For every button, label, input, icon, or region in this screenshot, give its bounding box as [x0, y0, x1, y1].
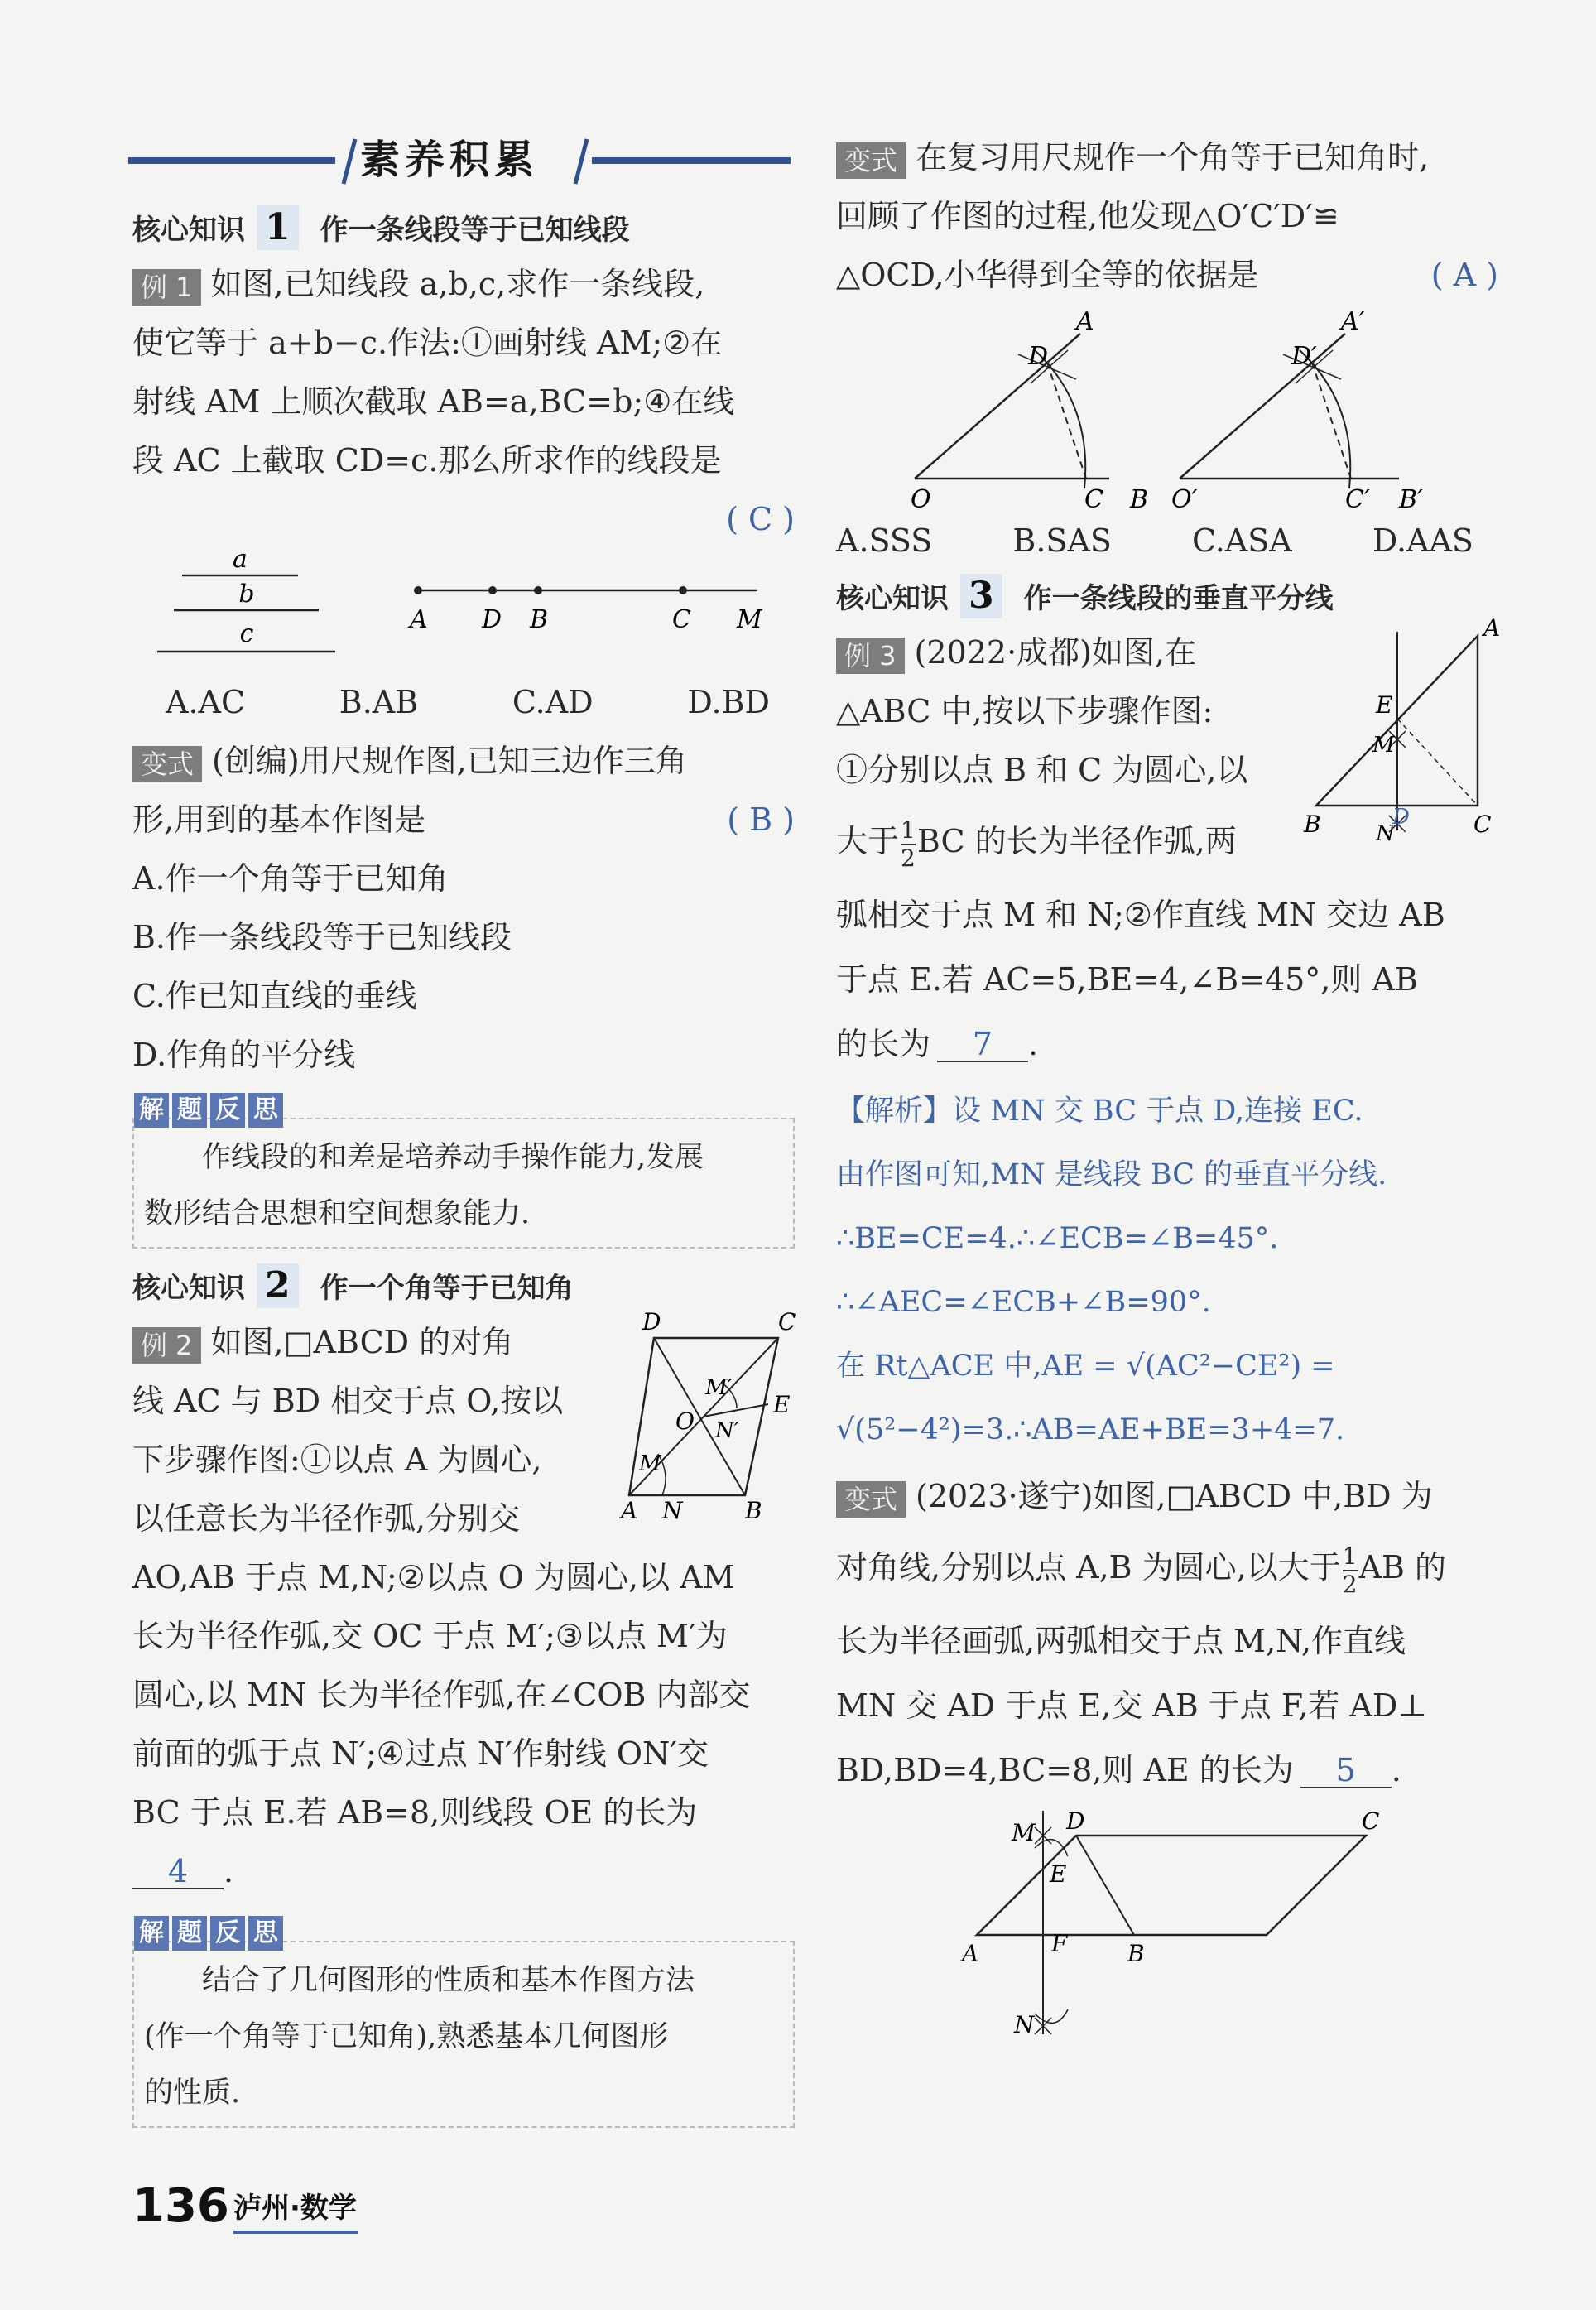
- example-2-line: 前面的弧于点 N′;④过点 N′作射线 ON′交: [132, 1735, 709, 1772]
- label-D: D: [1028, 342, 1049, 371]
- core-knowledge-3: 核心知识 3 作一条线段的垂直平分线: [836, 575, 1334, 617]
- option: C.ASA: [1192, 522, 1292, 559]
- example-tag: 例 1: [132, 269, 201, 306]
- answer-blank: 5: [1300, 1754, 1392, 1788]
- label-A: A: [962, 1940, 979, 1967]
- label-B: B: [1127, 1940, 1145, 1967]
- variant-2-line: 回顾了作图的过程,他发现△O′C′D′≌: [836, 198, 1339, 234]
- page-number: 136: [132, 2179, 229, 2233]
- example-1-options: [132, 673, 795, 732]
- label-D: D: [1392, 805, 1410, 830]
- label-B-prime: B′: [1399, 485, 1423, 514]
- label-O: O: [675, 1408, 695, 1435]
- example-2-line: BC 于点 E.若 AB=8,则线段 OE 的长为: [132, 1794, 698, 1831]
- variant-3-line: MN 交 AD 于点 E,交 AB 于点 F,若 AD⊥: [836, 1687, 1428, 1724]
- example-1-line: 使它等于 a+b−c.作法:①画射线 AM;②在: [132, 325, 723, 361]
- reflection-title: 解 题 反 思: [134, 1093, 283, 1128]
- label-N-prime: N′: [715, 1418, 739, 1443]
- reflection-title: 解 题 反 思: [134, 1916, 283, 1951]
- segments-figure: [132, 545, 795, 673]
- reflection-line: 结合了几何图形的性质和基本作图方法: [202, 1964, 695, 1997]
- knowledge-number: 2: [257, 1263, 299, 1308]
- label-N: N: [1376, 821, 1395, 846]
- knowledge-title: 作一条线段等于已知线段: [320, 214, 630, 247]
- label-C: C: [1362, 1807, 1380, 1835]
- label-B: B: [1130, 485, 1149, 514]
- example-3-line: 于点 E.若 AC=5,BE=4,∠B=45°,则 AB: [836, 961, 1418, 998]
- answer-bracket: ( A ): [1430, 257, 1498, 293]
- knowledge-number: 1: [257, 205, 299, 250]
- label-C: C: [778, 1308, 796, 1335]
- label-O: O: [911, 485, 931, 514]
- label-C: C: [672, 605, 691, 634]
- label-E: E: [1050, 1860, 1067, 1888]
- label-c: c: [239, 619, 254, 648]
- label-a: a: [233, 545, 248, 574]
- reflection-line: (作一个角等于已知角),熟悉基本几何图形: [144, 2020, 669, 2053]
- core-knowledge-2: 核心知识 2 作一个角等于已知角: [132, 1264, 574, 1307]
- label-M: M: [1012, 1819, 1036, 1846]
- option: D.BD: [687, 684, 770, 720]
- solution-line: ∴∠AEC=∠ECB+∠B=90°.: [836, 1286, 1211, 1319]
- example-1-line: 例 1 如图,已知线段 a,b,c,求作一条线段,: [132, 255, 795, 314]
- answer-blank: 7: [937, 1027, 1028, 1062]
- solution-3: [836, 1080, 1498, 1462]
- label-A-prime: A′: [1341, 307, 1365, 336]
- label-A: A: [1076, 307, 1094, 336]
- example-2-line: 线 AC 与 BD 相交于点 O,按以: [132, 1383, 564, 1419]
- label-N: N: [662, 1497, 683, 1524]
- variant-1-line: 变式 (创编)用尺规作图,已知三边作三角: [132, 732, 795, 791]
- option: D.AAS: [1372, 522, 1473, 559]
- fraction: $\frac{1}{2}$: [1342, 1542, 1358, 1598]
- label-M: M: [1372, 733, 1395, 758]
- variant-3-line: BD,BD=4,BC=8,则 AE 的长为 5 .: [836, 1752, 1401, 1788]
- answer-blank: 4: [132, 1855, 224, 1889]
- example-tag: 例 2: [132, 1327, 201, 1364]
- example-1-line: 射线 AM 上顺次截取 AB=a,BC=b;④在线: [132, 383, 735, 420]
- parallelogram-bisector-figure: [894, 1807, 1473, 2043]
- label-C: C: [1084, 485, 1103, 514]
- variant-tag: 变式: [132, 746, 202, 782]
- label-B: B: [530, 605, 549, 634]
- knowledge-title: 作一条线段的垂直平分线: [1023, 582, 1334, 615]
- example-2-line: 以任意长为半径作弧,分别交: [132, 1500, 521, 1537]
- reflection-line: 数形结合思想和空间想象能力.: [144, 1197, 531, 1230]
- example-2-line: AO,AB 于点 M,N;②以点 O 为圆心,以 AM: [132, 1559, 735, 1595]
- option: A.作一个角等于已知角: [132, 860, 449, 897]
- label-B: B: [1304, 811, 1321, 838]
- congruent-angles-figure: [836, 305, 1498, 512]
- reflection-box: [132, 1918, 795, 2128]
- label-M-prime: M′: [705, 1375, 733, 1400]
- option: C.作已知直线的垂线: [132, 978, 417, 1014]
- example-tag: 例 3: [836, 638, 905, 674]
- option: A.AC: [166, 684, 246, 720]
- variant-1-line: 形,用到的基本作图是 ( B ): [132, 791, 795, 849]
- label-E: E: [773, 1391, 791, 1418]
- solution-line: ∴BE=CE=4.∴∠ECB=∠B=45°.: [836, 1222, 1279, 1255]
- example-2-line: 长为半径作弧,交 OC 于点 M′;③以点 M′为: [132, 1618, 728, 1654]
- right-column: [836, 128, 1501, 2043]
- label-A: A: [1483, 614, 1501, 642]
- solution-line: 由作图可知,MN 是线段 BC 的垂直平分线.: [836, 1158, 1387, 1191]
- footer-text: 泸州·数学: [233, 2192, 357, 2225]
- knowledge-title: 作一个角等于已知角: [320, 1272, 574, 1305]
- label-B: B: [745, 1497, 762, 1524]
- left-column: [132, 205, 795, 2128]
- label-F: F: [1051, 1930, 1068, 1957]
- knowledge-number: 3: [960, 574, 1002, 618]
- example-3-line: 大于 $\frac{1}{2}$ BC 的长为半径作弧,两: [836, 816, 1237, 872]
- example-3-line: ①分别以点 B 和 C 为圆心,以: [836, 752, 1248, 788]
- label-M: M: [639, 1451, 661, 1476]
- example-3: [836, 614, 1501, 1076]
- variant-2-line: △OCD,小华得到全等的依据是 ( A ): [836, 246, 1498, 305]
- label-E: E: [1376, 691, 1393, 719]
- solution-line: √(5²−4²)=3.∴AB=AE+BE=3+4=7.: [836, 1413, 1345, 1446]
- example-1-line: 段 AC 上截取 CD=c.那么所求作的线段是: [132, 442, 722, 479]
- variant-tag: 变式: [836, 142, 906, 179]
- option: A.SSS: [836, 522, 933, 559]
- footer-underline: [233, 2231, 358, 2234]
- label-D-prime: D′: [1291, 342, 1317, 371]
- variant-3-line: 变式 (2023·遂宁)如图,□ABCD 中,BD 为: [836, 1467, 1498, 1526]
- solution-line: 在 Rt△ACE 中,AE = √(AC²−CE²) =: [836, 1350, 1335, 1383]
- section-title: 素养积累: [360, 137, 540, 183]
- label-C-prime: C′: [1345, 485, 1370, 514]
- variant-2-line: 变式 在复习用尺规作一个角等于已知角时,: [836, 128, 1498, 187]
- example-2: [132, 1308, 796, 1901]
- reflection-line: 作线段的和差是培养动手操作能力,发展: [202, 1141, 704, 1174]
- label-D: D: [1066, 1807, 1085, 1835]
- example-3-line: △ABC 中,按以下步骤作图:: [836, 693, 1214, 729]
- option: B.AB: [339, 684, 419, 720]
- core-knowledge-1: 核心知识 1 作一条线段等于已知线段: [132, 206, 630, 248]
- variant-3-line: 对角线,分别以点 A,B 为圆心,以大于 $\frac{1}{2}$ AB 的: [836, 1542, 1447, 1598]
- answer-bracket: ( B ): [727, 801, 795, 838]
- answer-bracket: ( C ): [726, 501, 795, 537]
- label-D: D: [482, 605, 502, 634]
- example-3-line: 弧相交于点 M 和 N;②作直线 MN 交边 AB: [836, 897, 1445, 933]
- example-3-line: 例 3 (2022·成都)如图,在: [836, 623, 1498, 682]
- reflection-box: [132, 1095, 795, 1249]
- label-A: A: [621, 1497, 638, 1524]
- example-2-line: 例 2 如图,□ABCD 的对角: [132, 1313, 795, 1372]
- solution-line: 【解析】设 MN 交 BC 于点 D,连接 EC.: [836, 1095, 1363, 1128]
- label-O-prime: O′: [1171, 485, 1198, 514]
- example-2-answer-line: 4 .: [132, 1842, 795, 1901]
- label-M: M: [737, 605, 762, 634]
- option: C.AD: [512, 684, 594, 720]
- option: B.作一条线段等于已知线段: [132, 919, 512, 955]
- example-2-line: 圆心,以 MN 长为半径作弧,在∠COB 内部交: [132, 1677, 751, 1713]
- variant-tag: 变式: [836, 1481, 906, 1518]
- label-A: A: [410, 605, 428, 634]
- label-b: b: [238, 580, 255, 609]
- parallelogram-figure: [621, 1297, 811, 1524]
- example-2-line: 下步骤作图:①以点 A 为圆心,: [132, 1441, 542, 1478]
- label-N: N: [1014, 2011, 1035, 2038]
- variant-2-options: [836, 512, 1498, 570]
- label-D: D: [642, 1308, 661, 1335]
- option: D.作角的平分线: [132, 1037, 356, 1073]
- fraction: $\frac{1}{2}$: [901, 816, 916, 872]
- option: B.SAS: [1012, 522, 1112, 559]
- example-3-line: 的长为 7 .: [836, 1026, 1039, 1062]
- variant-3-line: 长为半径画弧,两弧相交于点 M,N,作直线: [836, 1623, 1406, 1659]
- triangle-figure: [1300, 607, 1501, 846]
- label-C: C: [1473, 811, 1492, 838]
- reflection-line: 的性质.: [144, 2077, 241, 2110]
